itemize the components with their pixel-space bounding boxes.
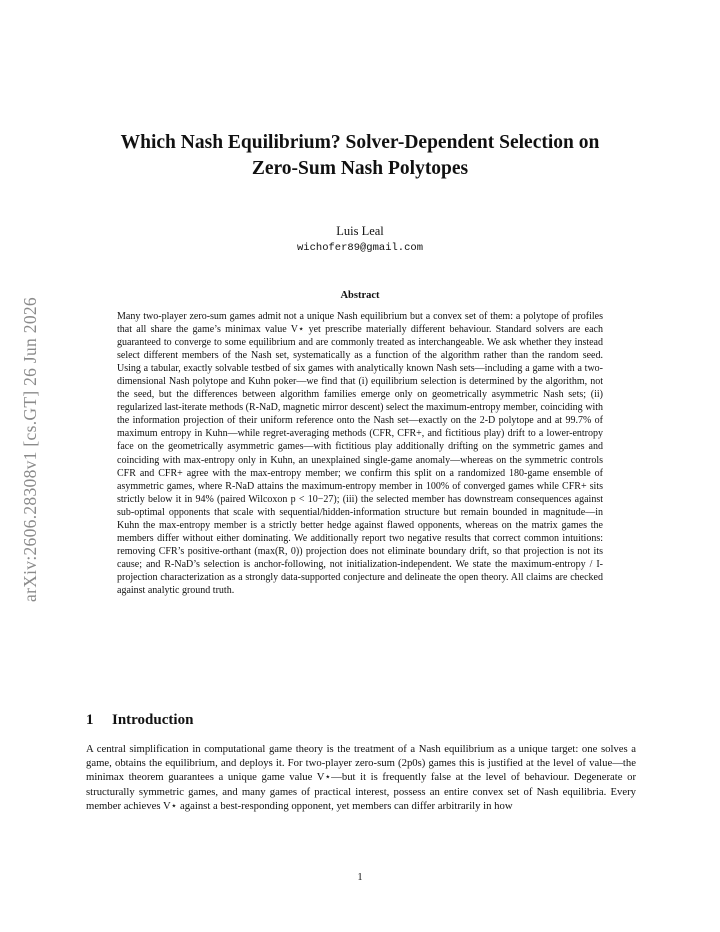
page-number: 1 [357, 872, 363, 883]
abstract-heading: Abstract [340, 290, 380, 301]
author-name: Luis Leal [336, 224, 384, 238]
section-heading-introduction [86, 712, 636, 729]
author-email[interactable]: wichofer89@gmail.com [296, 242, 424, 254]
section-number: 1 [86, 712, 94, 728]
abstract-text: Many two-player zero-sum games admit not a unique Nash equilibrium but a convex set of them: a polytope of profiles that all share the game’s minimax value V⋆ yet prescribe materially different behaviour. Standard solvers are each guaranteed to converge to some equilibrium and are commonly treated as interchangeable. We ask whether they instead select different members of the Nash set, systematically as a function of the algorithm rather than the random seed. Using a tabular, exactly solvable testbed of six games with analytically known Nash sets—including a game with a two-dimensional Nash polytope and Kuhn poker—we find that (i) equilibrium selection is determined by the algorithm, not the seed, but the differences between algorithm families emerge only on geometrically asymmetric Nash sets; (ii) regularized last-iterate methods (R-NaD, magnetic mirror descent) select the maximum-entropy member, coinciding with the information projection of their uniform reference onto the Nash set—exactly on the 2-D polytope and at 99.7% of maximum entropy in Kuhn—while regret-averaging methods (CFR, CFR+, and fictitious play) drift to a lower-entropy face on the geometrically asymmetric games—with fictitious play additionally drifting on the symmetric games and coinciding with max-entropy only in Kuhn, an unexplained single-game anomaly—whereas on the symmetric controls CFR and CFR+ agree with the max-entropy member; we confirm this split on a randomized 180-game ensemble of asymmetric games, where R-NaD attains the maximum-entropy member in 100% of converged games while CFR+ sits strictly below it in 94% (paired Wilcoxon p < 10−27); (iii) the selected member has downstream consequences against sub-optimal opponents that scale with sequential/hidden-information structure but remain bounded in magnitude—in Kuhn the max-entropy member is a strictly better hedge against flawed opponents, whereas on the matrix games the members differ without either dominating. We additionally report two negative results that correct common intuitions: removing CFR’s positive-orthant (max(R, 0)) projection does not eliminate boundary drift, so that projection is not its cause; and R-NaD’s selection is anchor-following, not initialization-independent. We state the maximum-entropy / I-projection characterization as a strongly data-supported conjecture and delineate the open theory. All claims are checked against analytic ground truth. [117, 311, 603, 596]
section-title: Introduction [112, 712, 194, 728]
paper-title: Which Nash Equilibrium? Solver-Dependent Selection on Zero-Sum Nash Polytopes [120, 132, 600, 179]
arxiv-identifier[interactable]: arXiv:2606.28308v1 [cs.GT] 26 Jun 2026 [20, 297, 40, 603]
introduction-paragraph: A central simplification in computational game theory is the treatment of a Nash equilibrium as a unique target: one solves a game, obtains the equilibrium, and deploys it. For two-player zero-sum (2p0s) games this is justified at the level of value—the minimax theorem guarantees a unique game value V⋆—but it is frequently false at the level of behaviour. Degenerate or structurally symmetric games, and many games of practical interest, possess an entire convex set of Nash equilibria. Every member achieves V⋆ against a best-responding opponent, yet members can differ arbitrarily in how [86, 743, 636, 812]
